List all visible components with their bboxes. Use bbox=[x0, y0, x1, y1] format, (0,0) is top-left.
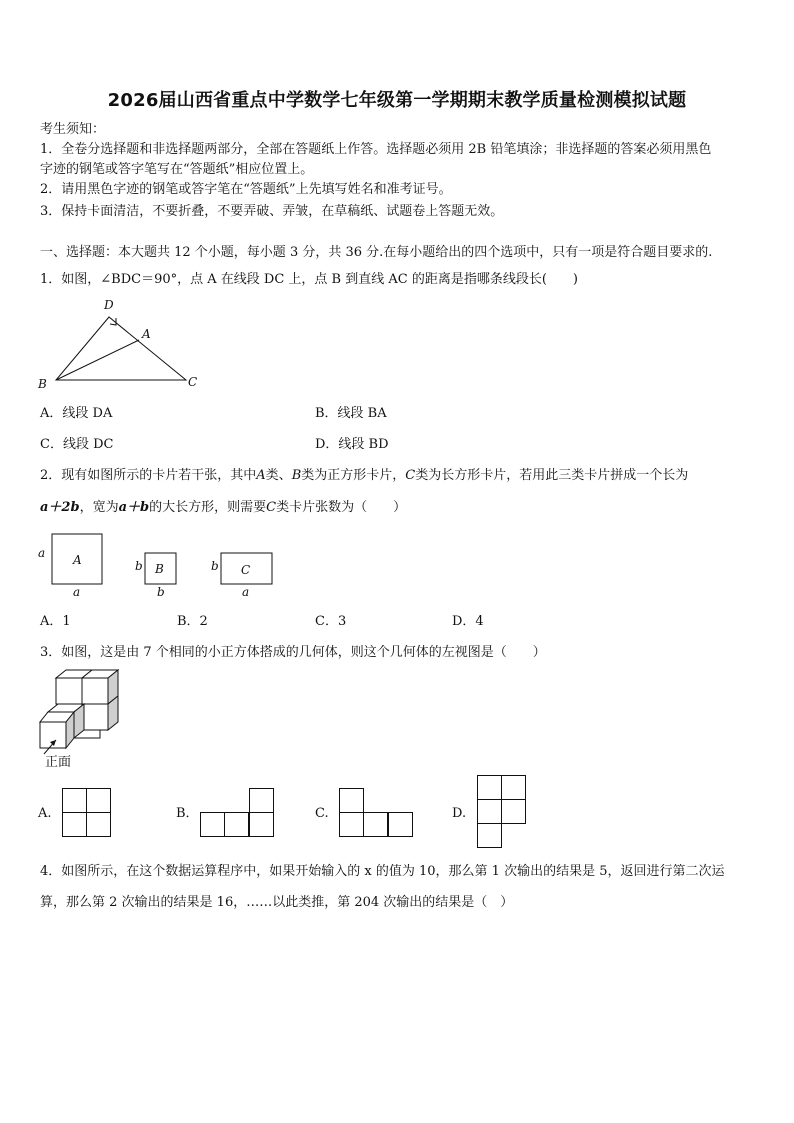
notice-item-2: 2．请用黑色字迹的钢笔或答字笔在“答题纸”上先填写姓名和准考证号。 bbox=[40, 182, 452, 197]
card-a-side-label: a bbox=[38, 546, 46, 560]
label-a: A bbox=[142, 327, 151, 341]
question-2-text: 的大长方形，则需要 bbox=[149, 500, 267, 515]
section-heading: 一、选择题：本大题共 12 个小题，每小题 3 分，共 36 分.在每小题给出的四个选项中，只有一项是符合题目要求的. bbox=[40, 245, 713, 260]
question-2-text: ，宽为 bbox=[79, 500, 119, 515]
question-4-line-1: 4．如图所示，在这个数据运算程序中，如果开始输入的 x 的值为 10，那么第 1 次输出的结果是 5，返回进行第二次运 bbox=[40, 864, 725, 879]
question-2-option-b: B．2 bbox=[177, 614, 208, 629]
option-c-view bbox=[339, 788, 415, 838]
label-c: C bbox=[188, 375, 198, 389]
cube-front-face bbox=[56, 678, 82, 704]
question-2-line-2 bbox=[40, 498, 406, 518]
segment-ba bbox=[56, 340, 139, 380]
notice-item-1-line-2: 字迹的钢笔或答字笔写在“答题纸”相应位置上。 bbox=[40, 162, 314, 177]
card-c-bottom-label: a bbox=[242, 585, 250, 599]
card-c-label: C bbox=[241, 563, 251, 577]
question-3-option-b: B． bbox=[176, 806, 199, 821]
label-b: B bbox=[38, 377, 47, 391]
question-1-option-d: D．线段 BD bbox=[315, 437, 389, 452]
question-2-text: 类为正方形卡片， bbox=[301, 468, 406, 483]
length-expression: a＋2b bbox=[40, 500, 80, 515]
option-b-view bbox=[200, 788, 276, 838]
question-2-text: 类、 bbox=[265, 468, 292, 483]
question-1-figure bbox=[30, 296, 210, 394]
card-c-side-label: b bbox=[211, 559, 219, 573]
question-4-line-2: 算，那么第 2 次输出的结果是 16，……以此类推，第 204 次输出的结果是（ ） bbox=[40, 895, 514, 910]
cube-front-face bbox=[82, 678, 108, 704]
question-2-line-1 bbox=[40, 466, 688, 486]
question-2-cards-figure bbox=[30, 530, 290, 602]
question-1-option-c: C．线段 DC bbox=[40, 437, 114, 452]
question-3-cube-figure bbox=[36, 666, 126, 756]
question-2-option-a: A．1 bbox=[40, 614, 71, 629]
cube-front-face bbox=[82, 704, 108, 730]
card-b-label: B bbox=[155, 562, 164, 576]
question-2-option-d: D．4 bbox=[452, 614, 484, 629]
question-3-option-a: A. bbox=[38, 806, 52, 821]
question-2-text: 类为长方形卡片，若用此三类卡片拼成一个长为 bbox=[415, 468, 689, 483]
front-view-label: 正面 bbox=[45, 755, 72, 770]
notice-heading: 考生须知： bbox=[40, 122, 106, 137]
card-type-b: B bbox=[291, 468, 302, 483]
question-2-text: 2．现有如图所示的卡片若干张，其中 bbox=[40, 468, 257, 483]
page-title: 2026届山西省重点中学数学七年级第一学期期末教学质量检测模拟试题 bbox=[107, 90, 687, 111]
card-b-side-label: b bbox=[135, 559, 143, 573]
question-2-option-c: C．3 bbox=[315, 614, 347, 629]
card-b-bottom-label: b bbox=[157, 585, 165, 599]
option-d-view bbox=[477, 775, 529, 851]
question-1-option-a: A．线段 DA bbox=[40, 406, 113, 421]
question-1-stem: 1．如图，∠BDC＝90°，点 A 在线段 DC 上，点 B 到直线 AC 的距离是指哪条线段长( ) bbox=[40, 272, 578, 287]
card-type-a: A bbox=[256, 468, 266, 483]
width-expression: a＋b bbox=[118, 500, 150, 515]
question-3-option-c: C. bbox=[315, 806, 329, 821]
card-type-c: C bbox=[405, 468, 416, 483]
card-type-c: C bbox=[266, 500, 277, 515]
notice-item-1-line-1: 1．全卷分选择题和非选择题两部分，全部在答题纸上作答。选择题必须用 2B 铅笔填涂；非选择题的答案必须用黑色 bbox=[40, 142, 712, 157]
notice-item-3: 3．保持卡面清洁，不要折叠，不要弄破、弄皱，在草稿纸、试题卷上答题无效。 bbox=[40, 204, 504, 219]
question-3-option-d: D. bbox=[452, 806, 467, 821]
question-3-stem: 3．如图，这是由 7 个相同的小正方体搭成的几何体，则这个几何体的左视图是（ ） bbox=[40, 645, 546, 660]
card-a-bottom-label: a bbox=[73, 585, 81, 599]
option-a-view bbox=[62, 788, 112, 838]
label-d: D bbox=[104, 298, 114, 312]
question-2-text: 类卡片张数为（ ） bbox=[276, 500, 407, 515]
card-a-label: A bbox=[73, 553, 82, 567]
question-1-option-b: B．线段 BA bbox=[315, 406, 387, 421]
